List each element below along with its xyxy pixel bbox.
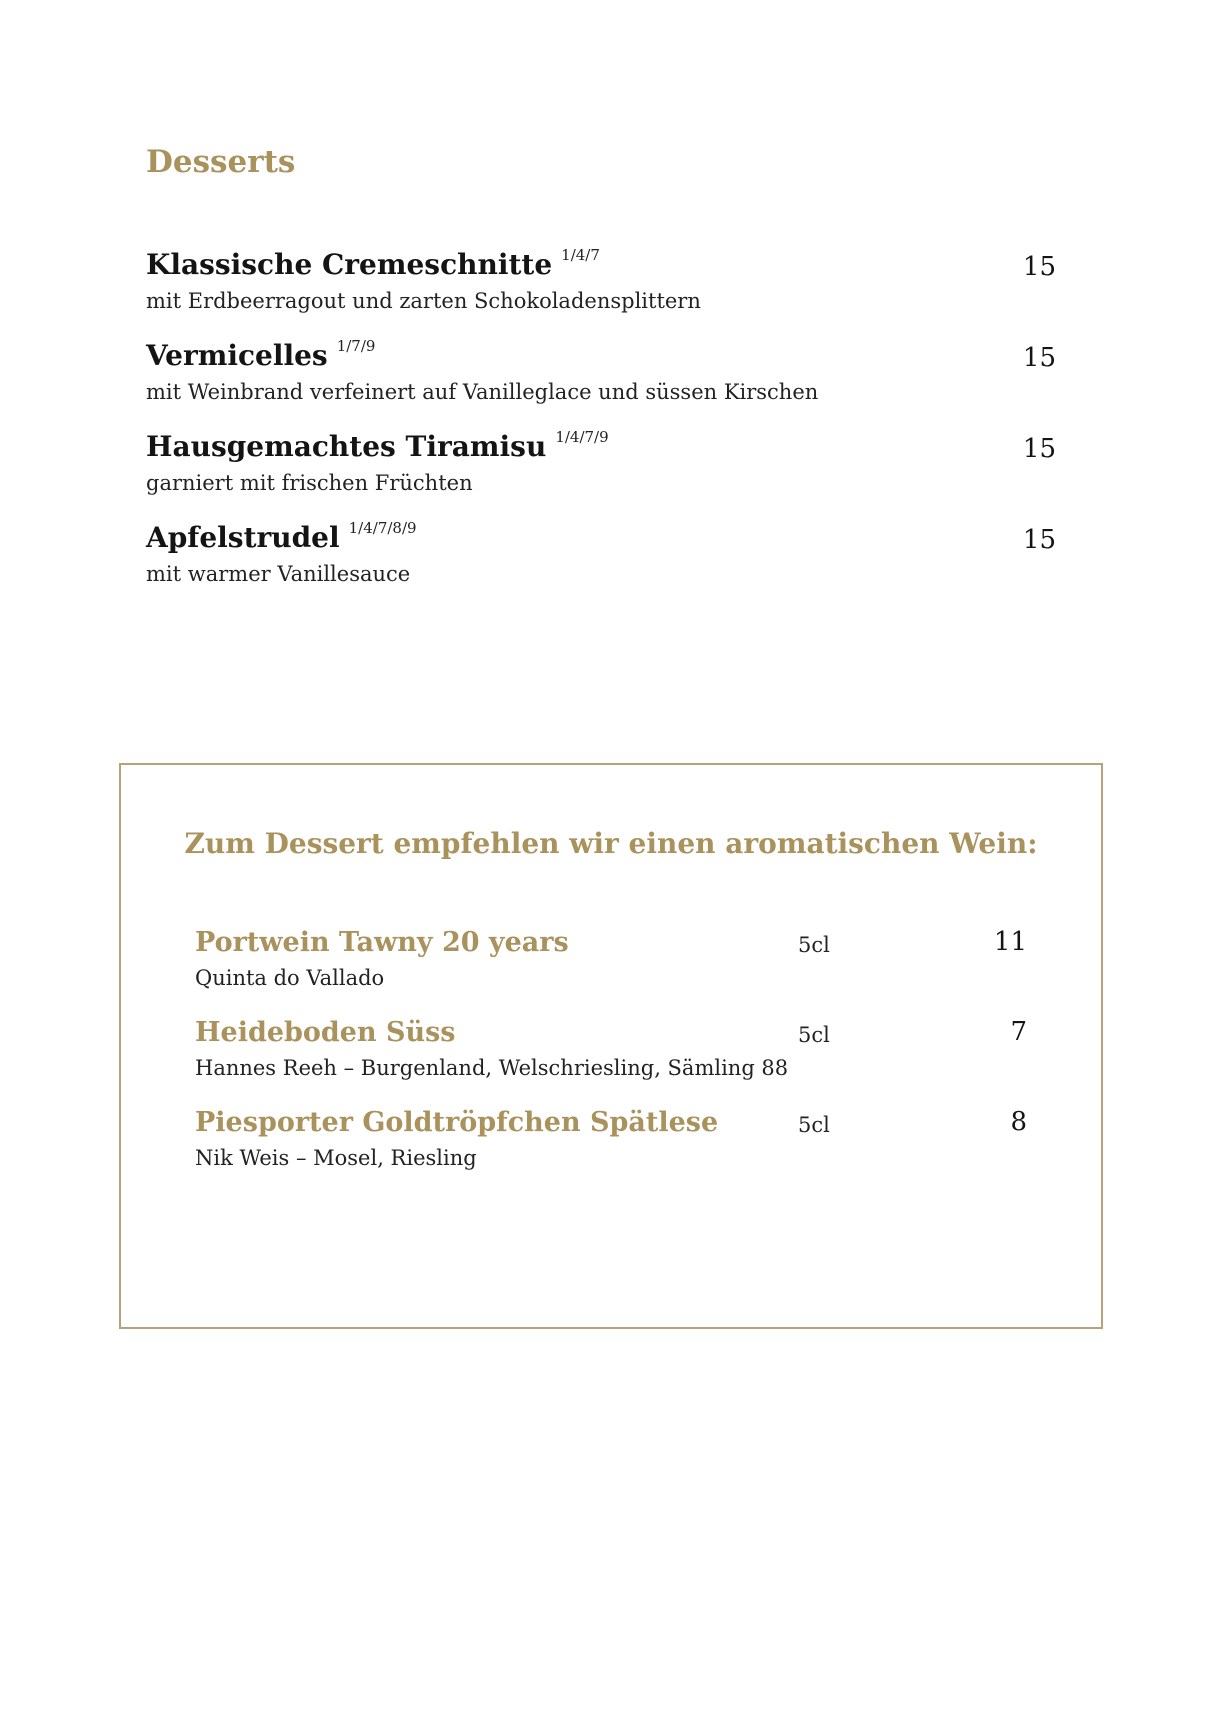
wine-item [195,1017,1055,1107]
dessert-description: mit Weinbrand verfeinert auf Vanilleglace und süssen Kirschen [146,379,819,404]
dessert-name: Apfelstrudel [146,521,340,554]
wine-name: Piesporter Goldtröpfchen Spätlese [195,1107,719,1138]
wine-price: 8 [1010,1107,1027,1137]
wine-item [195,1107,1055,1197]
dessert-item [146,339,1056,430]
wine-price: 7 [1010,1017,1027,1047]
wine-volume: 5cl [798,1113,830,1137]
dessert-description: mit warmer Vanillesauce [146,561,411,586]
wine-item [195,927,1055,1017]
allergen-codes: 1/4/7/8/9 [348,519,417,537]
dessert-name: Klassische Cremeschnitte [146,248,553,281]
dessert-item [146,430,1056,521]
wine-description: Hannes Reeh – Burgenland, Welschriesling, Sämling 88 [195,1056,789,1081]
wine-volume: 5cl [798,1023,830,1047]
dessert-description: mit Erdbeerragout und zarten Schokoladensplittern [146,288,701,313]
wine-name: Portwein Tawny 20 years [195,927,569,958]
wine-description: Nik Weis – Mosel, Riesling [195,1146,477,1171]
wine-description: Quinta do Vallado [195,966,385,991]
dessert-price: 15 [1022,252,1056,282]
dessert-list [146,248,1056,612]
dessert-name: Vermicelles [146,339,328,372]
allergen-codes: 1/4/7/9 [555,428,609,446]
wine-volume: 5cl [798,933,830,957]
dessert-price: 15 [1022,434,1056,464]
wine-recommendation-title: Zum Dessert empfehlen wir einen aromatischen Wein: [184,827,1038,860]
wine-list [195,927,1055,1197]
dessert-price: 15 [1022,343,1056,373]
section-title-desserts: Desserts [146,144,296,180]
dessert-name: Hausgemachtes Tiramisu [146,430,547,463]
dessert-item [146,248,1056,339]
allergen-codes: 1/4/7 [561,246,600,264]
wine-recommendation-box [119,763,1103,1329]
dessert-item [146,521,1056,612]
allergen-codes: 1/7/9 [336,337,376,355]
wine-price: 11 [993,927,1027,957]
dessert-description: garniert mit frischen Früchten [146,470,473,495]
dessert-price: 15 [1022,525,1056,555]
wine-name: Heideboden Süss [195,1017,456,1048]
